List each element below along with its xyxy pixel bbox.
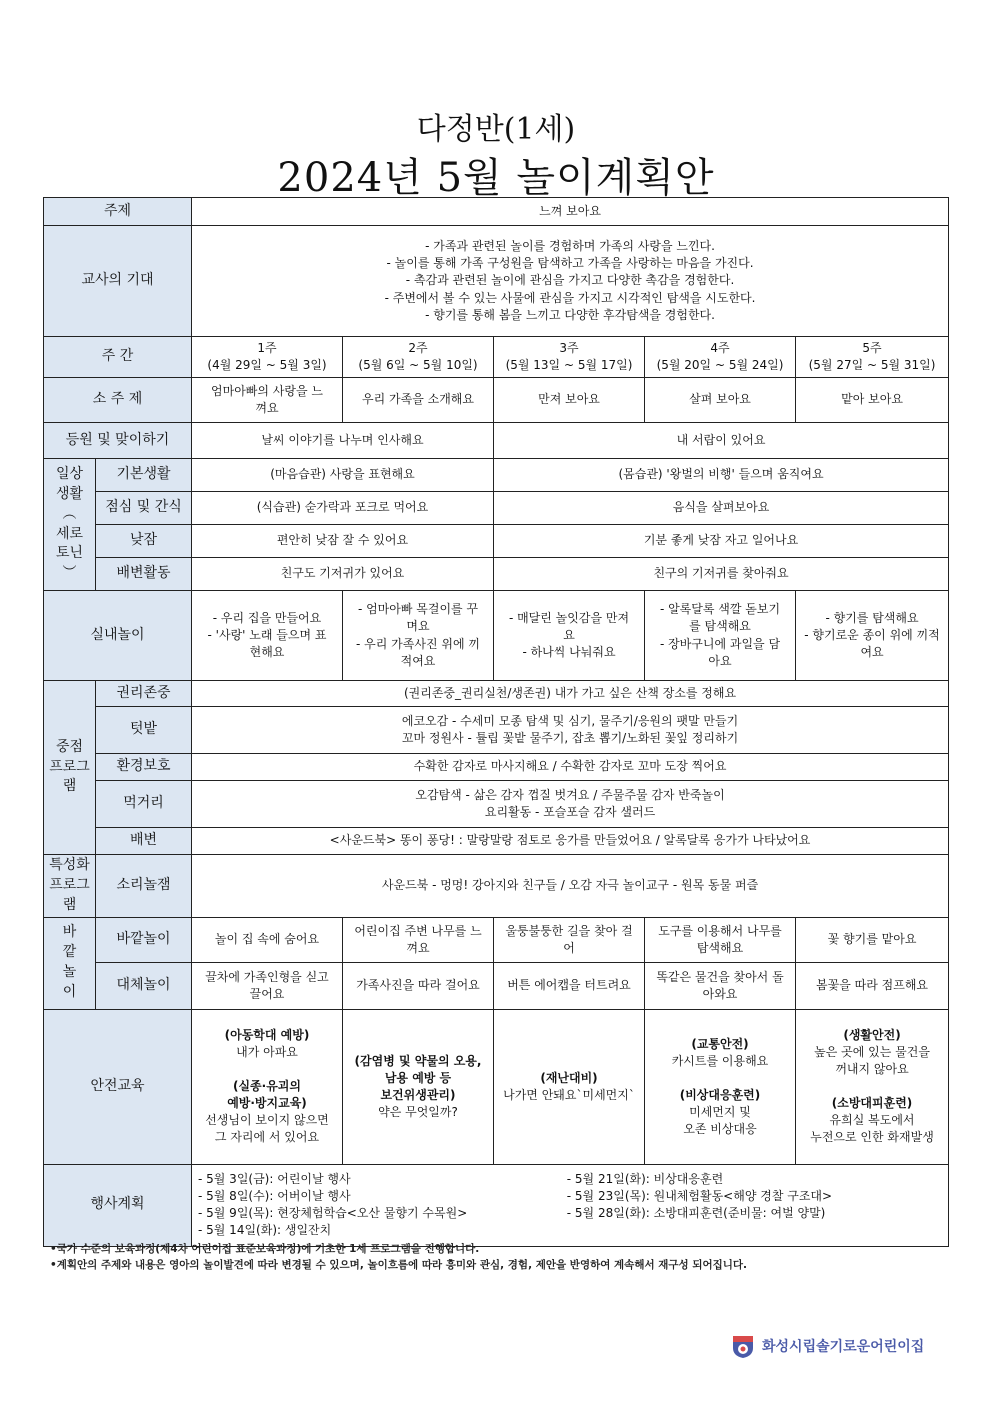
theme-label: 주제 [44,198,192,226]
outdoor-alt-5: 봄꽃을 따라 점프해요 [796,962,949,1009]
focus-env-label: 환경보호 [96,754,192,781]
footnote: •국가 수준의 보육과정(제4차 어린이집 표준보육과정)에 기초한 1세 프로그램을 진행합니다. [50,1243,480,1255]
week-2: 2주 (5월 6일 ~ 5월 10일) [343,337,494,378]
subtopic-5: 맡아 보아요 [796,378,949,423]
focus-food-row [44,781,949,828]
focus-rights-text: (권리존중_권리실천/생존권) 내가 가고 싶은 산책 장소를 정해요 [192,681,949,707]
outdoor-alt-2: 가족사진을 따라 걸어요 [343,962,494,1009]
expectation-item: - 가족과 관련된 놀이를 경험하며 가족의 사랑을 느낀다. [425,239,715,254]
special-row [44,855,949,918]
subtopic-3: 만져 보아요 [494,378,645,423]
expectation-item: - 향기를 통해 봄을 느끼고 다양한 후각탐색을 경험한다. [425,307,715,322]
subtopic-1: 엄마아빠의 사랑을 느껴요 [192,378,343,423]
greeting-a: 날씨 이야기를 나누며 인사해요 [192,423,494,459]
outdoor-play-4: 도구를 이용해서 나무를 탐색해요 [645,917,796,962]
safety-row [44,1009,949,1164]
routine-toilet-b: 친구의 기저귀를 찾아줘요 [494,558,949,591]
week-1: 1주 (4월 29일 ~ 5월 3일) [192,337,343,378]
routine-label: 일상 생활 ︵ 세로 토닌 ︶ [44,459,96,591]
focus-poop-text: <사운드북> 똥이 퐁당! : 말랑말랑 점토로 응가를 만들었어요 / 알록달록 응가가 나타났어요 [192,828,949,855]
focus-env-text: 수확한 감자로 마사지해요 / 수확한 감자로 꼬마 도장 찍어요 [192,754,949,781]
outdoor-play-3: 울퉁불퉁한 길을 찾아 걸어 [494,917,645,962]
play-plan-table [43,197,949,1247]
routine-nap-row [44,525,949,558]
outdoor-alt-label: 대체놀이 [96,962,192,1009]
indoor-week-4: - 알록달록 색깔 돋보기를 탐색해요 - 장바구니에 과일을 담아요 [645,591,796,681]
theme-row [44,198,949,226]
theme-value: 느껴 보아요 [192,198,949,226]
event-item: - 5월 14일(화): 생일잔치 [198,1223,332,1238]
outdoor-alt-row [44,962,949,1009]
focus-garden-row [44,707,949,754]
focus-food-label: 먹거리 [96,781,192,828]
expectation-label: 교사의 기대 [44,226,192,337]
events-row [44,1164,949,1246]
indoor-week-5: - 향기를 탐색해요 - 향기로운 종이 위에 끼적여요 [796,591,949,681]
outdoor-alt-4: 똑같은 물건을 찾아서 돌아와요 [645,962,796,1009]
event-item: - 5월 3일(금): 어린이날 행사 [198,1172,351,1187]
outdoor-play-5: 꽃 향기를 맡아요 [796,917,949,962]
safety-week-4: (교통안전) 카시트를 이용해요 (비상대응훈련) 미세먼지 및 오존 비상대응 [645,1009,796,1164]
page-title: 2024년 5월 놀이계획안 [277,155,715,201]
routine-toilet-row [44,558,949,591]
week-3: 3주 (5월 13일 ~ 5월 17일) [494,337,645,378]
daycare-name: 화성시립솔기로운어린이집 [762,1339,925,1355]
daycare-logo [730,1333,924,1359]
expectation-item: - 놀이를 통해 가족 구성원을 탐색하고 가족을 사랑하는 마음을 가진다. [386,256,754,271]
indoor-week-3: - 매달린 놀잇감을 만져요 - 하나씩 나눠줘요 [494,591,645,681]
special-sound-text: 사운드북 - 멍멍! 강아지와 친구들 / 오감 자극 놀이교구 - 원목 동물 퍼즐 [192,855,949,918]
events-label: 행사계획 [44,1164,192,1246]
outdoor-play-1: 놀이 집 속에 숨어요 [192,917,343,962]
focus-food-text: 오감탐색 - 삶은 감자 껍질 벗겨요 / 주물주물 감자 반죽놀이 요리활동 - 포슬포슬 감자 샐러드 [192,781,949,828]
routine-basic-label: 기본생활 [96,459,192,492]
routine-basic-row [44,459,949,492]
expectation-row [44,226,949,337]
class-name: 다정반(1세) [416,112,576,147]
routine-meal-row [44,492,949,525]
event-item: - 5월 9일(목): 현장체험학습<오산 물향기 수목원> [198,1206,468,1221]
week-5: 5주 (5월 27일 ~ 5월 31일) [796,337,949,378]
events-list-left [198,1171,467,1239]
focus-poop-label: 배변 [96,828,192,855]
outdoor-alt-1: 끌차에 가족인형을 싣고 끌어요 [192,962,343,1009]
greeting-row [44,423,949,459]
outdoor-play-2: 어린이집 주변 나무를 느껴요 [343,917,494,962]
indoor-week-2: - 엄마아빠 목걸이를 꾸며요 - 우리 가족사진 위에 끼적여요 [343,591,494,681]
outdoor-label: 바 깥 놀 이 [44,917,96,1009]
routine-basic-b: (몸습관) '왕벌의 비행' 들으며 움직여요 [494,459,949,492]
safety-week-5: (생활안전) 높은 곳에 있는 물건을 꺼내지 않아요 (소방대피훈련) 유희실 복도에서 누전으로 인한 화재발생 [796,1009,949,1164]
safety-week-1: (아동학대 예방) 내가 아파요 (실종·유괴의 예방·방지교육) 선생님이 보이지 않으면 그 자리에 서 있어요 [192,1009,343,1164]
daycare-emblem-icon [730,1333,756,1359]
safety-week-2: (감염병 및 약물의 오용, 남용 예방 등 보건위생관리) 약은 무엇일까? [343,1009,494,1164]
event-item: - 5월 23일(목): 원내체험활동<해양 경찰 구조대> [566,1189,833,1204]
events-list-right [567,1171,832,1239]
routine-toilet-label: 배변활동 [96,558,192,591]
weeks-row [44,337,949,378]
event-item: - 5월 21일(화): 비상대응훈련 [566,1172,724,1187]
focus-rights-label: 권리존중 [96,681,192,707]
routine-meal-a: (식습관) 숟가락과 포크로 먹어요 [192,492,494,525]
greeting-b: 내 서랍이 있어요 [494,423,949,459]
routine-nap-label: 낮잠 [96,525,192,558]
indoor-label: 실내놀이 [44,591,192,681]
outdoor-alt-3: 버튼 에어캡을 터트려요 [494,962,645,1009]
week-4: 4주 (5월 20일 ~ 5월 24일) [645,337,796,378]
events-content [192,1164,949,1246]
routine-toilet-a: 친구도 기저귀가 있어요 [192,558,494,591]
expectation-list [192,226,949,337]
footnote: •계획안의 주제와 내용은 영아의 놀이발견에 따라 변경될 수 있으며, 놀이흐름에 따라 흥미와 관심, 경험, 제안을 반영하여 계속해서 재구성 되어집니다. [50,1259,748,1271]
routine-meal-b: 음식을 살펴보아요 [494,492,949,525]
focus-poop-row [44,828,949,855]
expectation-item: - 촉감과 관련된 놀이에 관심을 가지고 다양한 촉감을 경험한다. [405,273,735,288]
subtopic-row [44,378,949,423]
routine-nap-b: 기분 좋게 낮잠 자고 일어나요 [494,525,949,558]
routine-meal-label: 점심 및 간식 [96,492,192,525]
special-sound-label: 소리놀잼 [96,855,192,918]
event-item: - 5월 28일(화): 소방대피훈련(준비물: 여벌 양말) [566,1206,826,1221]
subtopic-label: 소 주 제 [44,378,192,423]
special-label: 특성화 프로그램 [44,855,96,918]
focus-garden-text: 에코오감 - 수세미 모종 탐색 및 심기, 물주기/응원의 팻말 만들기 꼬마 정원사 - 튤립 꽃밭 물주기, 잡초 뽑기/노화된 꽃잎 정리하기 [192,707,949,754]
focus-env-row [44,754,949,781]
weeks-label: 주 간 [44,337,192,378]
outdoor-play-label: 바깥놀이 [96,917,192,962]
focus-rights-row [44,681,949,707]
subtopic-4: 살펴 보아요 [645,378,796,423]
indoor-week-1: - 우리 집을 만들어요 - '사랑' 노래 들으며 표현해요 [192,591,343,681]
event-item: - 5월 8일(수): 어버이날 행사 [198,1189,351,1204]
routine-nap-a: 편안히 낮잠 잘 수 있어요 [192,525,494,558]
focus-label: 중점 프로그램 [44,681,96,855]
outdoor-play-row [44,917,949,962]
focus-garden-label: 텃밭 [96,707,192,754]
routine-basic-a: (마음습관) 사랑을 표현해요 [192,459,494,492]
indoor-row [44,591,949,681]
safety-week-3: (재난대비) 나가면 안돼요`미세먼지` [494,1009,645,1164]
greeting-label: 등원 및 맞이하기 [44,423,192,459]
expectation-item: - 주변에서 볼 수 있는 사물에 관심을 가지고 시각적인 탐색을 시도한다. [384,290,756,305]
subtopic-2: 우리 가족을 소개해요 [343,378,494,423]
safety-label: 안전교육 [44,1009,192,1164]
